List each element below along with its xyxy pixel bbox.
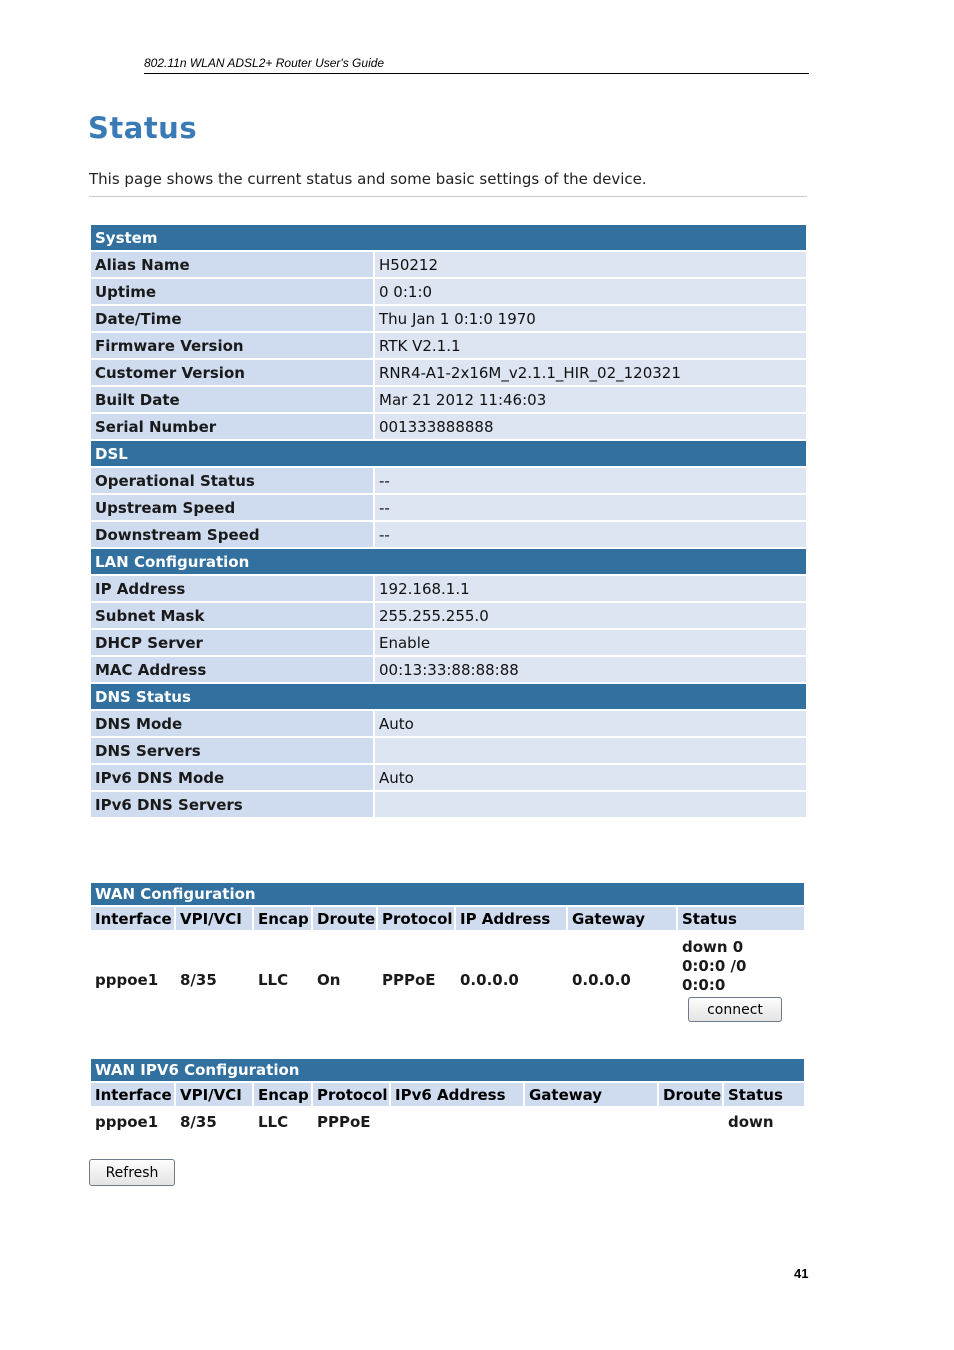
row-label: Uptime: [91, 279, 373, 304]
wan-interface: pppoe1: [95, 971, 159, 989]
row-label: Customer Version: [91, 360, 373, 385]
status-row-dns-mode: [91, 711, 806, 736]
status-row-date-time: [91, 306, 806, 331]
row-value: [375, 792, 806, 817]
wan-droute: On: [317, 971, 341, 989]
status-row-subnet-mask: [91, 603, 806, 628]
wan-gateway: 0.0.0.0: [572, 971, 631, 989]
section-header-lan-configuration: [91, 549, 806, 574]
status-row-downstream-speed: [91, 522, 806, 547]
section-header-wan-ipv6-configuration: [91, 1059, 804, 1081]
page-number: 41: [794, 1266, 809, 1281]
row-value: 0 0:1:0: [375, 279, 806, 304]
status-row-operational-status: [91, 468, 806, 493]
row-label: MAC Address: [91, 657, 373, 682]
status-row-ip-address: [91, 576, 806, 601]
row-value: RNR4-A1-2x16M_v2.1.1_HIR_02_120321: [375, 360, 806, 385]
row-label: Date/Time: [91, 306, 373, 331]
row-value: Enable: [375, 630, 806, 655]
column-header: Droute: [313, 907, 376, 930]
row-label: Operational Status: [91, 468, 373, 493]
wan-status-line: 0:0:0 /0: [682, 957, 747, 975]
wan6-ipv6-address: [391, 1108, 523, 1136]
row-value: Thu Jan 1 0:1:0 1970: [375, 306, 806, 331]
wan6-vpi-vci: 8/35: [180, 1113, 217, 1131]
status-row-alias-name: [91, 252, 806, 277]
section-title: System: [91, 225, 806, 250]
column-header: VPI/VCI: [176, 1083, 252, 1106]
section-title: WAN Configuration: [91, 883, 804, 905]
section-title: WAN IPV6 Configuration: [91, 1059, 804, 1081]
column-header: Status: [724, 1083, 804, 1106]
row-value: 001333888888: [375, 414, 806, 439]
status-row-dns-servers: [91, 738, 806, 763]
section-header-dsl: [91, 441, 806, 466]
row-value: --: [375, 495, 806, 520]
status-row-uptime: [91, 279, 806, 304]
section-title: DNS Status: [91, 684, 806, 709]
page-title: Status: [88, 111, 198, 145]
column-header: Protocol: [378, 907, 454, 930]
column-header: Droute: [659, 1083, 722, 1106]
wan-status-line: down 0: [682, 938, 744, 956]
row-value: --: [375, 468, 806, 493]
title-divider: [89, 196, 807, 197]
row-value: 255.255.255.0: [375, 603, 806, 628]
column-header: VPI/VCI: [176, 907, 252, 930]
row-value: [375, 738, 806, 763]
row-label: Subnet Mask: [91, 603, 373, 628]
section-header-wan-configuration: [91, 883, 804, 905]
page-description: This page shows the current status and some basic settings of the device.: [89, 170, 647, 188]
status-row-built-date: [91, 387, 806, 412]
wan6-encap: LLC: [258, 1113, 289, 1131]
wan-configuration-table: [89, 881, 806, 1030]
wan6-interface: pppoe1: [95, 1113, 159, 1131]
table-row: [91, 932, 804, 1028]
status-row-upstream-speed: [91, 495, 806, 520]
column-header: Gateway: [568, 907, 676, 930]
column-header: Gateway: [525, 1083, 657, 1106]
row-value: Mar 21 2012 11:46:03: [375, 387, 806, 412]
row-label: IPv6 DNS Servers: [91, 792, 373, 817]
section-header-system: [91, 225, 806, 250]
section-title: DSL: [91, 441, 806, 466]
wan-ip-address: 0.0.0.0: [460, 971, 519, 989]
row-label: DNS Mode: [91, 711, 373, 736]
column-header: Encap: [254, 907, 311, 930]
status-row-serial-number: [91, 414, 806, 439]
wan-status: [678, 932, 804, 1028]
row-label: IPv6 DNS Mode: [91, 765, 373, 790]
row-label: Firmware Version: [91, 333, 373, 358]
row-label: DHCP Server: [91, 630, 373, 655]
column-header: Protocol: [313, 1083, 389, 1106]
status-row-mac-address: [91, 657, 806, 682]
row-value: H50212: [375, 252, 806, 277]
section-header-dns-status: [91, 684, 806, 709]
wan-protocol: PPPoE: [382, 971, 436, 989]
wan6-protocol: PPPoE: [317, 1113, 371, 1131]
row-label: Serial Number: [91, 414, 373, 439]
wan6-column-headers: [91, 1083, 804, 1106]
status-table: [89, 223, 808, 819]
row-value: Auto: [375, 711, 806, 736]
status-row-dhcp-server: [91, 630, 806, 655]
row-label: IP Address: [91, 576, 373, 601]
column-header: IP Address: [456, 907, 566, 930]
refresh-button[interactable]: Refresh: [89, 1159, 175, 1186]
status-row-firmware-version: [91, 333, 806, 358]
table-row: [91, 1108, 804, 1136]
row-label: Built Date: [91, 387, 373, 412]
wan-vpi-vci: 8/35: [180, 971, 217, 989]
document-header: 802.11n WLAN ADSL2+ Router User's Guide: [144, 56, 809, 74]
column-header: Interface: [91, 1083, 174, 1106]
wan-ipv6-configuration-table: [89, 1057, 806, 1138]
row-value: 192.168.1.1: [375, 576, 806, 601]
section-title: LAN Configuration: [91, 549, 806, 574]
column-header: Interface: [91, 907, 174, 930]
connect-button[interactable]: connect: [688, 997, 782, 1022]
row-label: Upstream Speed: [91, 495, 373, 520]
wan-status-line: 0:0:0: [682, 976, 726, 994]
column-header: Encap: [254, 1083, 311, 1106]
row-value: Auto: [375, 765, 806, 790]
column-header: IPv6 Address: [391, 1083, 523, 1106]
row-label: DNS Servers: [91, 738, 373, 763]
row-label: Downstream Speed: [91, 522, 373, 547]
wan6-droute: [659, 1108, 722, 1136]
row-value: --: [375, 522, 806, 547]
wan-column-headers: [91, 907, 804, 930]
status-row-ipv6-dns-servers: [91, 792, 806, 817]
row-value: 00:13:33:88:88:88: [375, 657, 806, 682]
row-label: Alias Name: [91, 252, 373, 277]
wan6-status: down: [728, 1113, 774, 1131]
wan6-gateway: [525, 1108, 657, 1136]
wan-encap: LLC: [258, 971, 289, 989]
column-header: Status: [678, 907, 804, 930]
row-value: RTK V2.1.1: [375, 333, 806, 358]
status-row-ipv6-dns-mode: [91, 765, 806, 790]
status-row-customer-version: [91, 360, 806, 385]
